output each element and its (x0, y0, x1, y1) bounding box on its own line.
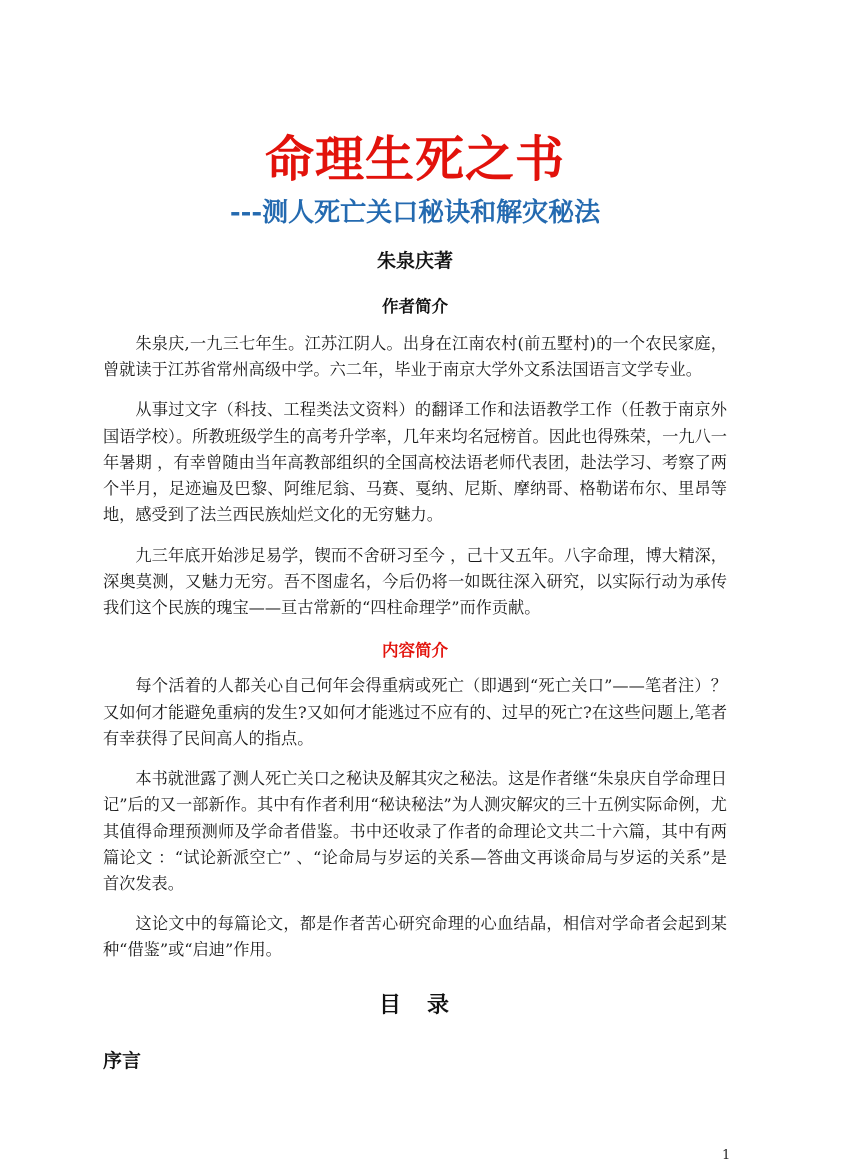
content-intro-paragraph-1: 每个活着的人都关心自己何年会得重病或死亡（即遇到“死亡关口”——笔者注）？ 又如何才能避免重病的发生?又如何才能逃过不应有的、过早的死亡?在这些问题上,笔者有幸获得了民间高人的指点。 (103, 676, 728, 748)
page-subtitle: ---测人死亡关口秘诀和解灾秘法 (229, 197, 601, 228)
toc-heading: 目 录 (378, 992, 451, 1018)
author-intro-paragraph-3: 九三年底开始涉足易学，锲而不舍研习至今 ，己十又五年。八字命理，博大精深，深奥莫测，又魅力无穷。吾不图虚名，今后仍将一如既往深入研究，以实际行动为承传我们这个民族的瑰宝——亘古常新的“四柱命理学”而作贡献。 (103, 545, 727, 618)
content-intro-paragraph-2: 本书就泄露了测人死亡关口之秘诀及解其灾之秘法。这是作者继“朱泉庆自学命理日记”后的又一部新作。其中有作者利用“秘诀秘法”为人测灾解灾的三十五例实际命例，尤其值得命理预测师及学命者借鉴。书中还收录了作者的命理论文共二十六篇，其中有两篇论文 ：“试论新派空亡” 、“论命局与岁运的关系—答曲文再谈命局与岁运的关系”是首次发表。 (103, 769, 727, 893)
author-intro-paragraph-1: 朱泉庆,一九三七年生。江苏江阴人。出身在江南农村(前五墅村)的一个农民家庭，曾就读于江苏省常州高级中学。六二年，毕业于南京大学外文系法国语言文学专业。 (103, 334, 727, 380)
page-title: 命理生死之书 (264, 130, 565, 188)
author-byline: 朱泉庆著 (376, 250, 453, 272)
content-intro-paragraph-3: 这论文中的每篇论文，都是作者苦心研究命理的心血结晶，相信对学命者会起到某种“借鉴”或“启迪”作用。 (103, 914, 727, 960)
toc-entry-preface[interactable]: 序言 (103, 1049, 142, 1072)
page-number: 1 (722, 1148, 731, 1163)
page-content (103, 0, 727, 1073)
section-heading-author-intro: 作者简介 (382, 297, 448, 316)
author-intro-paragraph-2: 从事过文字（科技、工程类法文资料）的翻译工作和法语教学工作（任教于南京外国语学校）。所教班级学生的高考升学率，几年来均名冠榜首。因此也得殊荣，一九八一年暑期 ，有幸曾随由当年高教部组织的全国高校法语老师代表团，赴法学习、考察了两个半月，足迹遍及巴黎、阿维尼翁、马赛、戛纳、尼斯、摩纳哥、格勒诺布尔、里昂等地，感受到了法兰西民族灿烂文化的无穷魅力。 (103, 400, 727, 525)
section-heading-content-intro: 内容简介 (382, 641, 448, 661)
